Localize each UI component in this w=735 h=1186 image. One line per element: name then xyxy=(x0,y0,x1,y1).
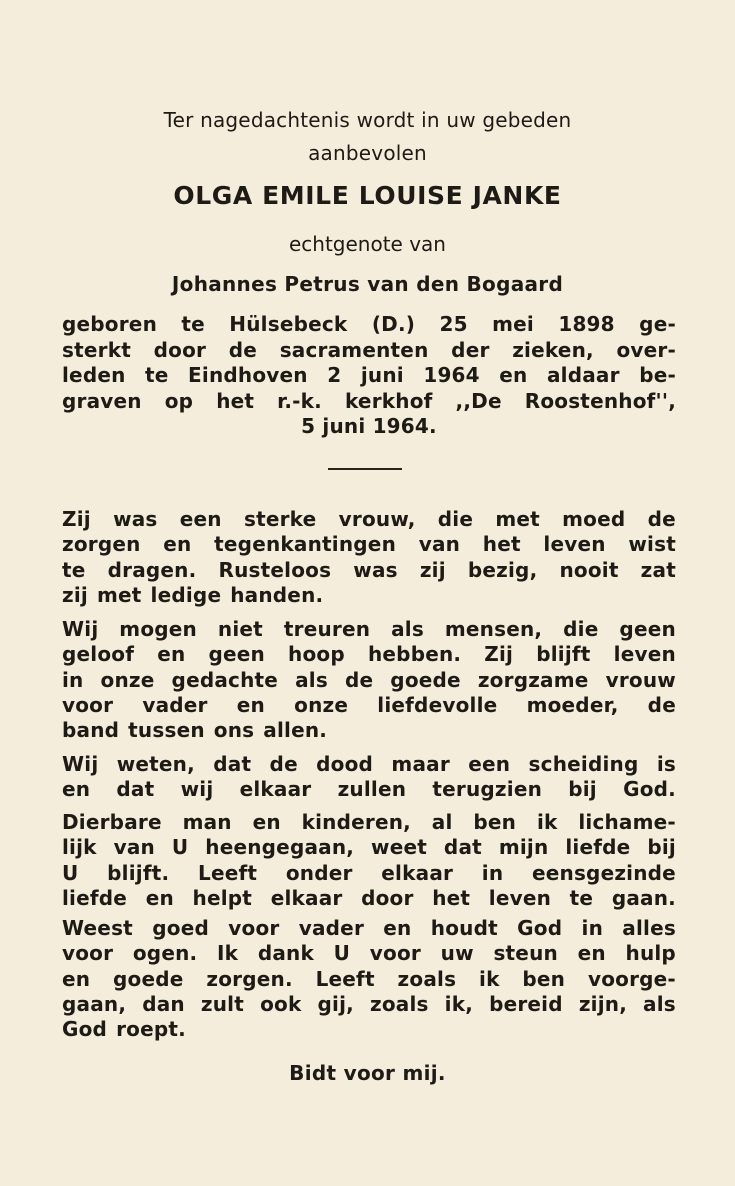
paragraph-line: Zij was een sterke vrouw, die met moed de xyxy=(62,507,676,531)
paragraph xyxy=(62,617,676,743)
paragraph-line: Wij weten, dat de dood maar een scheiding is xyxy=(62,752,676,776)
intro-line: Ter nagedachtenis wordt in uw gebeden xyxy=(163,108,572,132)
paragraph-line: lijk van U heengegaan, weet dat mijn liefde bij xyxy=(62,835,676,860)
paragraph-line: God roept. xyxy=(62,1017,186,1042)
deceased-name: OLGA EMILE LOUISE JANKE xyxy=(173,181,562,210)
relation-text: echtgenote van xyxy=(288,232,446,256)
paragraph-line: voor vader en onze liefdevolle moeder, de xyxy=(62,692,676,717)
paragraph-line: U blijft. Leeft onder elkaar in eensgezinde xyxy=(62,860,676,885)
paragraph-line: zij met ledige handen. xyxy=(62,582,324,607)
biography xyxy=(62,312,676,440)
paragraph-line: voor ogen. Ik dank U voor uw steun en hulp xyxy=(62,941,676,966)
paragraph-line: Weest goed voor vader en houdt God in alles xyxy=(62,916,676,940)
paragraph-line: geloof en geen hoop hebben. Zij blijft leven xyxy=(62,642,676,667)
spouse-name: Johannes Petrus van den Bogaard xyxy=(171,272,564,296)
paragraph xyxy=(62,752,676,803)
paragraph xyxy=(62,507,676,608)
paragraph-line: Wij mogen niet treuren als mensen, die geen xyxy=(62,617,676,641)
bio-line: sterkt door de sacramenten der zieken, over- xyxy=(62,337,676,362)
paragraph-line: liefde en helpt elkaar door het leven te gaan. xyxy=(62,885,676,910)
bio-line: geboren te Hülsebeck (D.) 25 mei 1898 ge- xyxy=(62,312,676,336)
paragraph-line: en dat wij elkaar zullen terugzien bij God. xyxy=(62,777,676,802)
bio-line: 5 juni 1964. xyxy=(301,414,437,438)
intro-line: aanbevolen xyxy=(308,141,427,165)
closing-text: Bidt voor mij. xyxy=(289,1061,446,1085)
paragraph-line: te dragen. Rusteloos was zij bezig, nooit zat xyxy=(62,557,676,582)
paragraph-line: Dierbare man en kinderen, al ben ik lichame- xyxy=(62,810,676,834)
paragraph xyxy=(62,810,676,911)
bio-line: leden te Eindhoven 2 juni 1964 en aldaar be- xyxy=(62,363,676,387)
paragraph xyxy=(62,916,676,1042)
paragraph-line: in onze gedachte als de goede zorgzame vrouw xyxy=(62,667,676,692)
paragraph-line: zorgen en tegenkantingen van het leven wist xyxy=(62,532,676,557)
paragraph-line: en goede zorgen. Leeft zoals ik ben voorge- xyxy=(62,966,676,991)
paragraph-line: band tussen ons allen. xyxy=(62,718,328,743)
intro-text xyxy=(0,104,735,170)
bio-line: graven op het r.-k. kerkhof ,,De Roostenhof'', xyxy=(62,388,676,413)
divider-rule xyxy=(328,468,402,470)
paragraph-line: gaan, dan zult ook gij, zoals ik, bereid zijn, als xyxy=(62,991,676,1016)
